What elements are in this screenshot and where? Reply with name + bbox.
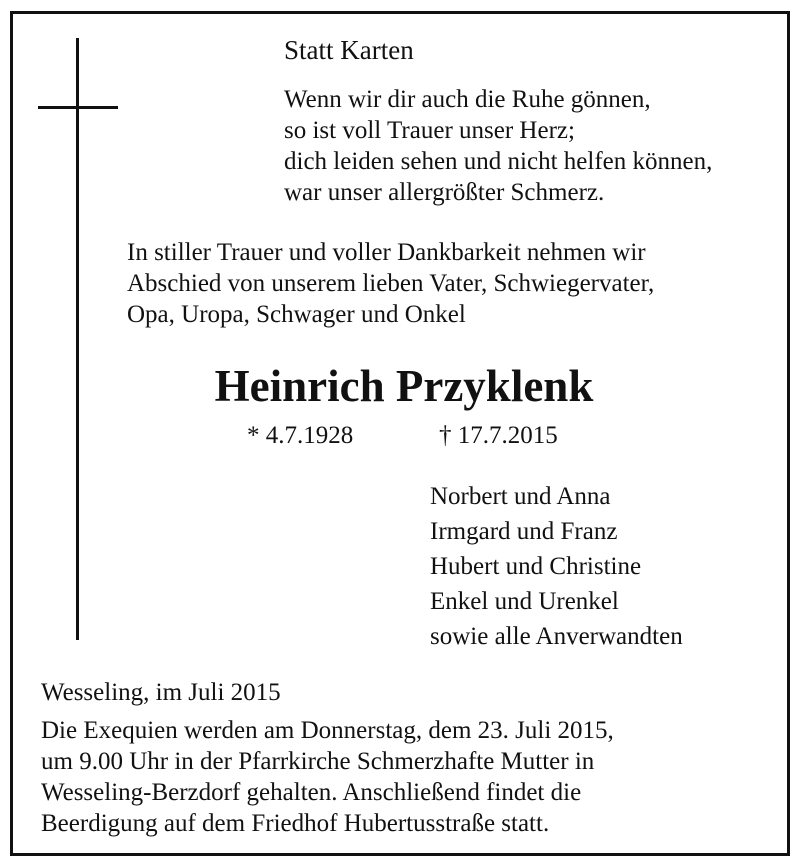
deceased-name: Heinrich Przyklenk	[214, 361, 594, 411]
mourner-entry: Hubert und Christine	[430, 553, 642, 580]
funeral-details-line: Wesseling-Berzdorf gehalten. Anschließend findet die	[41, 779, 582, 806]
funeral-details-line: Beerdigung auf dem Friedhof Hubertusstraße statt.	[41, 810, 550, 837]
intro-line: Abschied von unserem lieben Vater, Schwiegervater,	[127, 270, 655, 297]
birth-date: * 4.7.1928	[247, 422, 354, 449]
mourner-entry: Enkel und Urenkel	[430, 588, 619, 615]
intro-line: Opa, Uropa, Schwager und Onkel	[127, 301, 466, 328]
mourner-entry: Irmgard und Franz	[430, 518, 618, 545]
intro-line: In stiller Trauer und voller Dankbarkeit nehmen wir	[127, 239, 646, 266]
mourner-entry: Norbert und Anna	[430, 483, 611, 510]
poem-line: war unser allergrößter Schmerz.	[284, 179, 605, 206]
mourner-entry: sowie alle Anverwandten	[430, 623, 683, 650]
poem-line: dich leiden sehen und nicht helfen können,	[284, 148, 713, 175]
intro-text	[127, 237, 654, 330]
cross-horizontal-bar	[38, 106, 118, 109]
funeral-details	[41, 715, 614, 839]
funeral-details-line: Die Exequien werden am Donnerstag, dem 23. Juli 2015,	[41, 717, 614, 744]
place-date: Wesseling, im Juli 2015	[41, 679, 281, 706]
poem-line: so ist voll Trauer unser Herz;	[284, 117, 575, 144]
cross-vertical-bar	[76, 38, 79, 640]
poem-line: Wenn wir dir auch die Ruhe gönnen,	[284, 86, 651, 113]
mourners-list	[430, 479, 683, 654]
death-date: † 17.7.2015	[439, 422, 558, 449]
notice-heading: Statt Karten	[284, 35, 414, 65]
poem	[284, 84, 712, 208]
funeral-details-line: um 9.00 Uhr in der Pfarrkirche Schmerzhafte Mutter in	[41, 748, 595, 775]
